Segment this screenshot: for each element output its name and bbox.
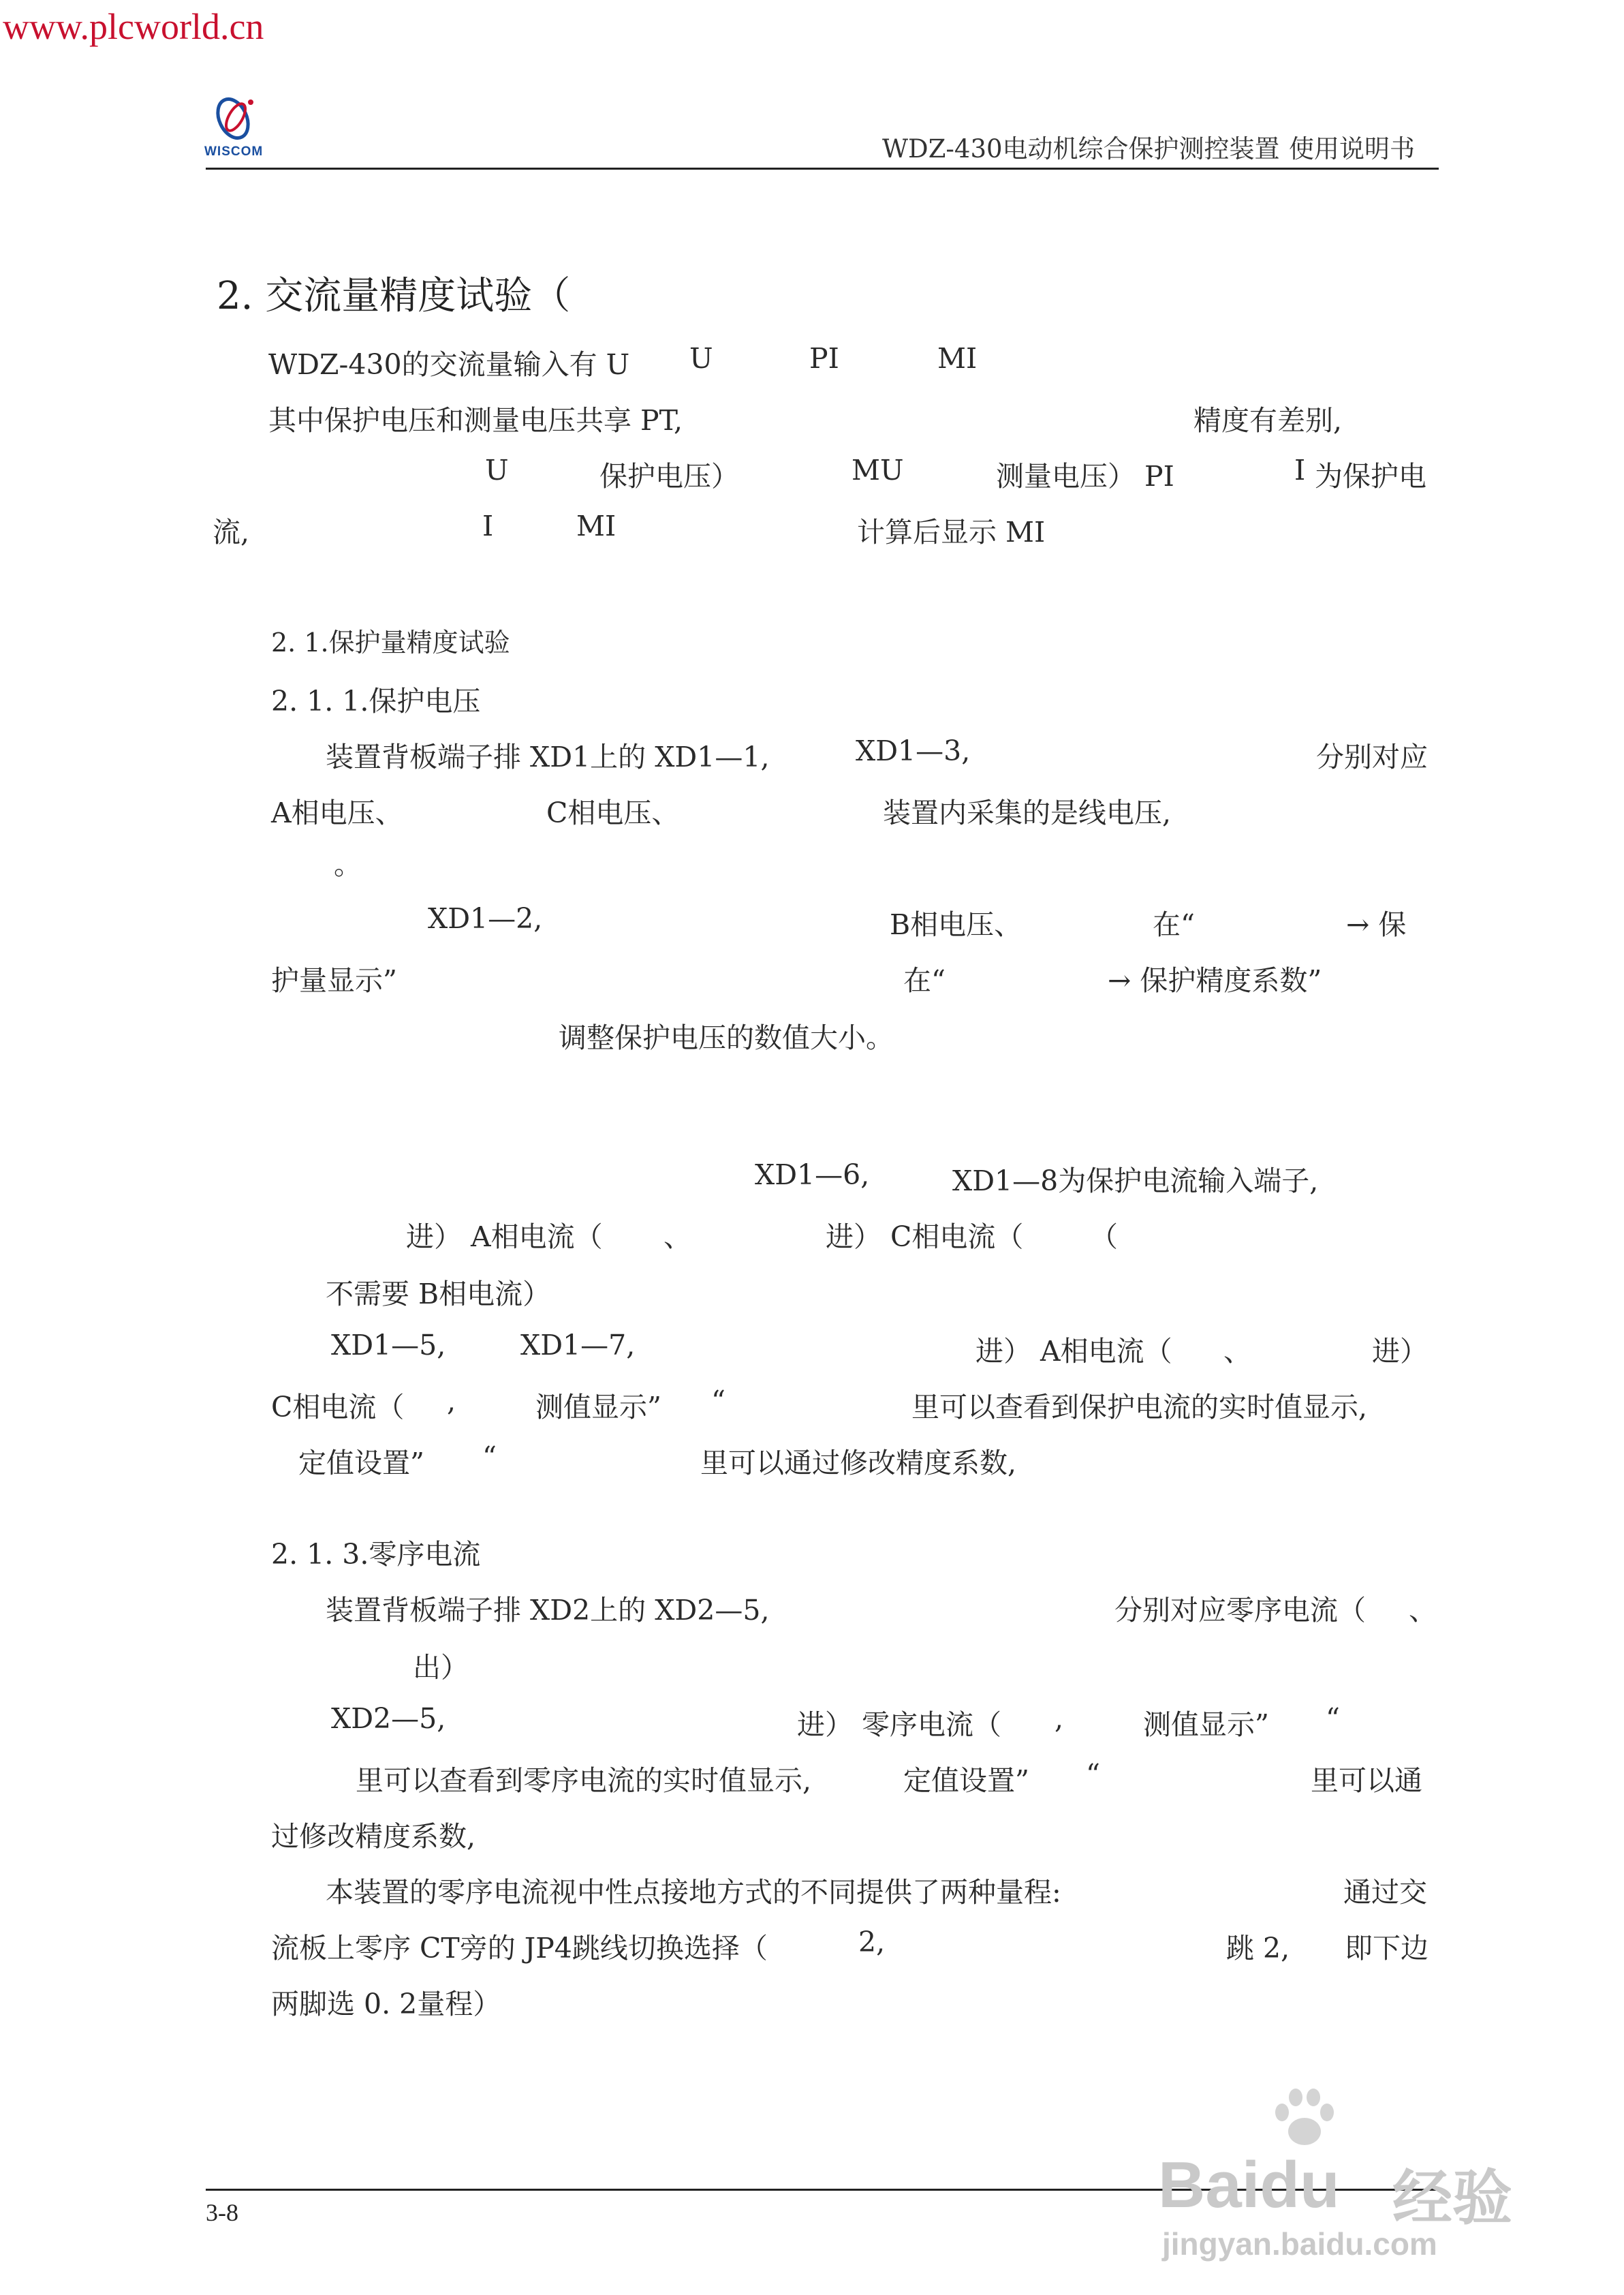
text-line: 其中保护电压和测量电压共享 PT, <box>268 404 683 437</box>
text-line: 为保护电 <box>1315 460 1426 493</box>
paw-icon <box>1267 2085 1342 2153</box>
text-line: 进） C相电流（ <box>826 1220 1024 1253</box>
text-line: MI <box>937 342 978 375</box>
text-line: B相电压、 <box>890 908 1022 941</box>
text-line: MU <box>852 454 904 487</box>
text-line: 计算后显示 MI <box>857 516 1046 549</box>
text-line: 测量电压） PI <box>996 460 1174 493</box>
section-title: 2. 交流量精度试验（ <box>217 274 571 318</box>
text-line: 分别对应零序电流（ <box>1114 1594 1366 1627</box>
text-line: I <box>482 510 494 542</box>
page-number: 3-8 <box>206 2199 238 2226</box>
text-line: XD1—3, <box>856 735 971 767</box>
text-line: → 保护精度系数” <box>1108 964 1322 997</box>
text-line: 里可以通 <box>1311 1764 1422 1797</box>
watermark-url: jingyan.baidu.com <box>1162 2226 1437 2262</box>
text-line: , <box>447 1385 456 1417</box>
text-line: 装置内采集的是线电压, <box>883 797 1172 829</box>
text-line: 保护电压） <box>599 460 739 493</box>
text-line: 里可以通过修改精度系数, <box>700 1447 1017 1479</box>
text-line: 装置背板端子排 XD2上的 XD2—5, <box>326 1594 770 1627</box>
header-title: WDZ-430电动机综合保护测控装置 <box>882 134 1280 164</box>
site-url[interactable]: www.plcworld.cn <box>3 6 264 47</box>
subsection-heading: 2. 1. 1.保护电压 <box>271 685 481 718</box>
text-line: I <box>1294 454 1306 487</box>
text-line: 、 <box>1223 1335 1251 1368</box>
text-line: WDZ-430的交流量输入有 U <box>268 348 630 381</box>
text-line: XD1—7, <box>520 1329 636 1361</box>
text-line: 流, <box>213 516 250 549</box>
text-line: 测值显示” <box>1143 1708 1269 1741</box>
text-line: 即下边 <box>1345 1932 1428 1965</box>
text-line: 分别对应 <box>1316 741 1428 773</box>
text-line: “ <box>1326 1702 1340 1735</box>
text-line: 进） A相电流（ <box>406 1220 603 1253</box>
text-line: 定值设置” <box>903 1764 1029 1797</box>
text-line: “ <box>1086 1758 1100 1791</box>
text-line: MI <box>576 510 616 542</box>
text-line: XD1—2, <box>428 902 543 935</box>
text-line: XD1—8为保护电流输入端子, <box>952 1165 1319 1197</box>
text-line: 进） A相电流（ <box>975 1335 1172 1368</box>
baidu-watermark <box>1158 2085 1567 2262</box>
text-line: 进） 零序电流（ <box>797 1708 1002 1741</box>
text-line: 2, <box>858 1926 886 1958</box>
text-line: 出） <box>413 1651 469 1684</box>
text-line: 流板上零序 CT旁的 JP4跳线切换选择（ <box>271 1932 768 1965</box>
header-subtitle: 使用说明书 <box>1289 134 1415 164</box>
text-line: 测值显示” <box>535 1391 661 1423</box>
text-line: → 保 <box>1346 908 1407 941</box>
watermark-brand-cn: 经验 <box>1392 2164 1513 2232</box>
text-line: 装置背板端子排 XD1上的 XD1—1, <box>326 741 770 773</box>
subsection-heading: 2. 1.保护量精度试验 <box>271 628 510 658</box>
text-line: XD1—6, <box>755 1158 870 1191</box>
text-line: 里可以查看到保护电流的实时值显示, <box>911 1391 1368 1423</box>
text-line: 护量显示” <box>271 964 397 997</box>
text-line: 本装置的零序电流视中性点接地方式的不同提供了两种量程: <box>326 1876 1061 1909</box>
header-rule <box>206 168 1439 170</box>
text-line: U <box>689 342 713 375</box>
logo-text: WISCOM <box>204 144 264 159</box>
text-line: 里可以查看到零序电流的实时值显示, <box>356 1764 812 1797</box>
text-line: C相电压、 <box>546 797 680 829</box>
text-line: 过修改精度系数, <box>271 1820 476 1853</box>
text-line: C相电流（ <box>271 1391 405 1423</box>
text-line: 精度有差别, <box>1193 404 1343 437</box>
text-line: 。 <box>334 848 362 881</box>
text-line: , <box>1055 1702 1064 1735</box>
text-line: “ <box>482 1441 497 1473</box>
text-line: 两脚选 0. 2量程） <box>271 1988 501 2020</box>
text-line: 跳 2, <box>1226 1932 1290 1965</box>
text-line: “ <box>711 1385 725 1417</box>
subsection-heading: 2. 1. 3.零序电流 <box>271 1538 481 1571</box>
text-line: 不需要 B相电流） <box>326 1278 551 1310</box>
text-line: 在“ <box>903 964 946 997</box>
text-line: 在“ <box>1153 908 1195 941</box>
text-line: （ <box>1090 1220 1118 1253</box>
text-line: 、 <box>663 1220 691 1253</box>
text-line: 通过交 <box>1343 1876 1427 1909</box>
text-line: XD2—5, <box>331 1702 446 1735</box>
watermark-brand: Baidu <box>1158 2148 1340 2221</box>
text-line: A相电压、 <box>271 797 403 829</box>
text-line: U <box>485 454 509 487</box>
text-line: PI <box>809 342 839 375</box>
text-line: 调整保护电压的数值大小。 <box>559 1021 894 1054</box>
text-line: XD1—5, <box>331 1329 446 1361</box>
text-line: 进） <box>1372 1335 1428 1368</box>
text-line: 定值设置” <box>298 1447 424 1479</box>
text-line: 、 <box>1409 1594 1437 1627</box>
